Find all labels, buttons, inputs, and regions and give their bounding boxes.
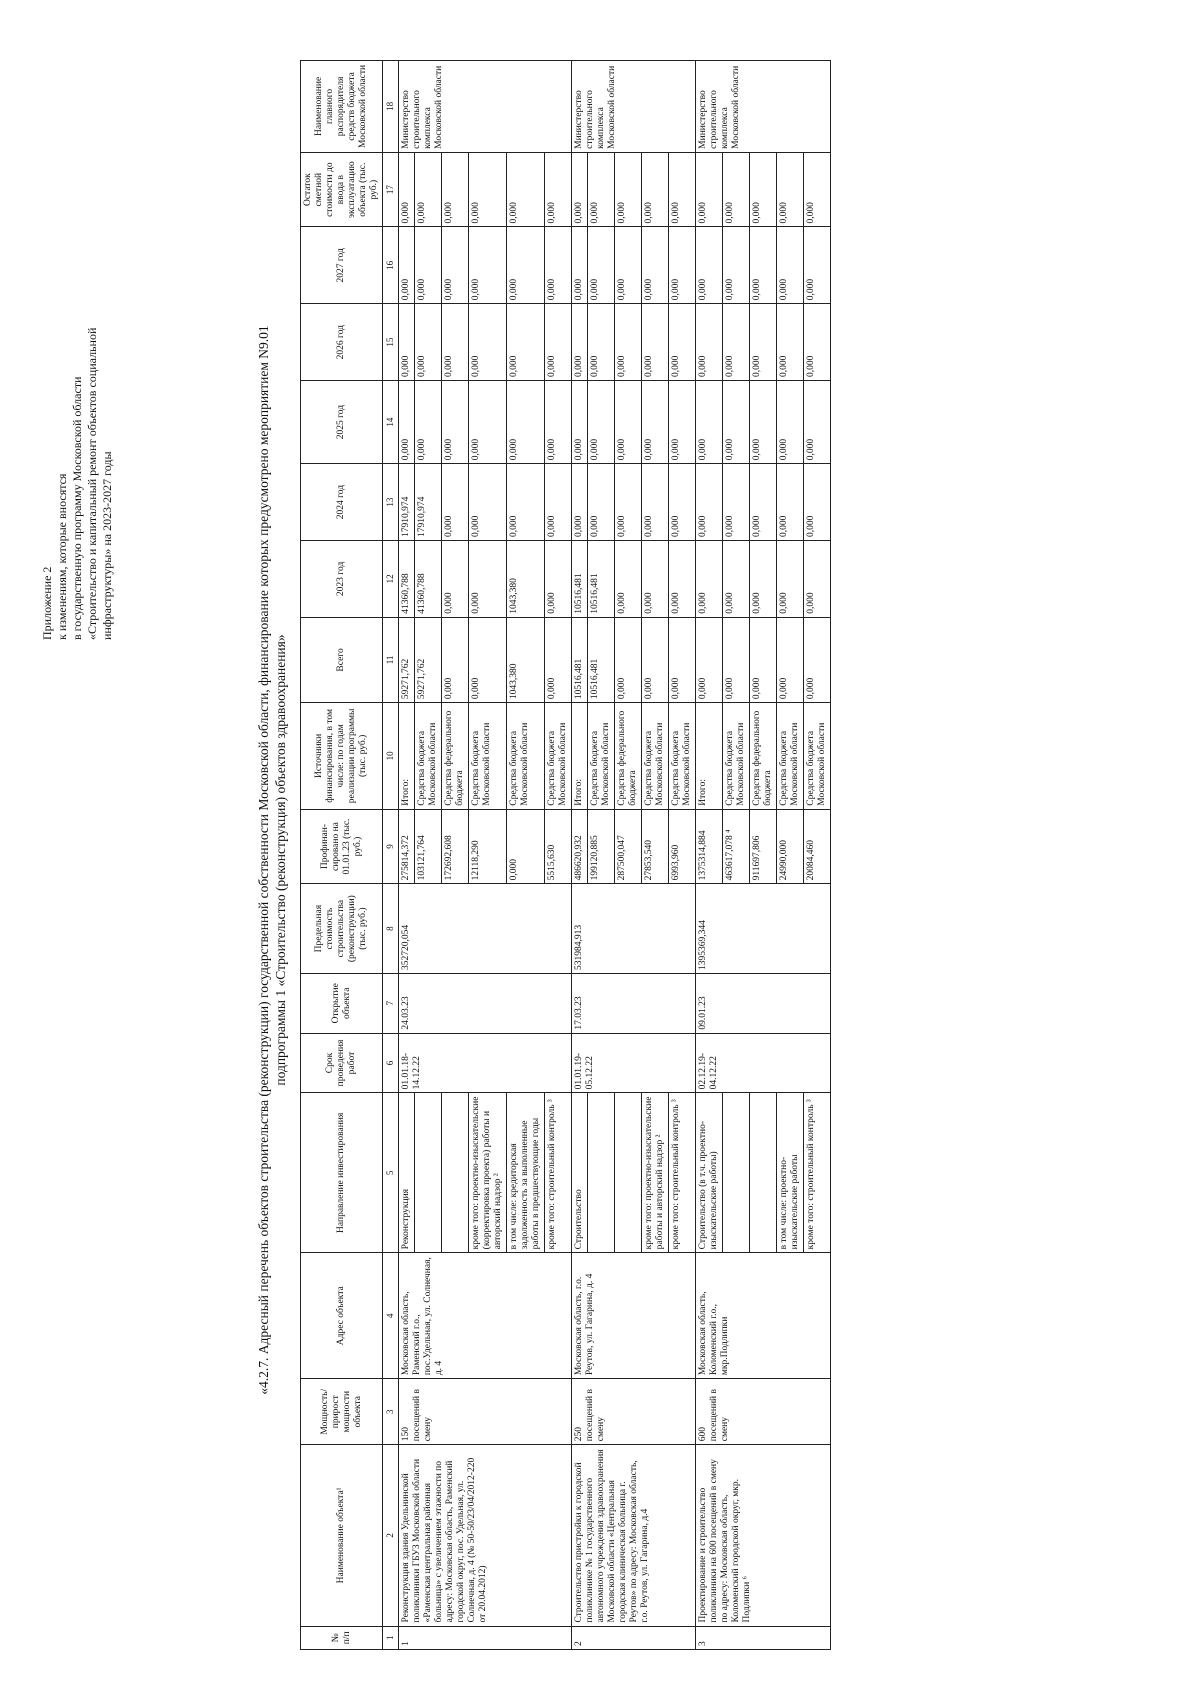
year-2025-cell: 0,000 [469,381,507,464]
total-cell: 0,000 [545,617,572,702]
year-2024-cell: 17910,974 [399,464,415,541]
funding-source-cell: Итого: [399,703,415,810]
financed-cell: 27853,540 [642,809,669,884]
total-cell: 0,000 [723,617,750,702]
year-2025-cell: 0,000 [669,381,696,464]
remaining-cost-cell: 0,000 [588,152,615,227]
object-address-cell: Московская область, Раменский г.о., пос.Удельная, ул. Солнечная, д. 4 [399,1253,572,1379]
object-name-cell: Реконструкция здания Удельнинской поликлиники ГБУЗ Московской области «Раменская центральная районная больница» с увеличением этажности по адресу: Московская область, Раменский городской округ, пос. Удельная, ул. Солнечная, д. 4 (№ 50-50/23/04/2012-220 от 20.04.2012) [399,1445,572,1626]
financed-cell: 911697,806 [750,809,777,884]
investment-direction-cell [615,1093,642,1253]
header-cell: Адрес объекта [301,1253,383,1379]
work-term-cell: 02.12.19- 04.12.22 [696,1033,831,1093]
year-2023-cell: 10516,481 [572,540,588,617]
year-2026-cell: 0,000 [507,304,545,381]
year-2024-cell: 0,000 [615,464,642,541]
year-2027-cell: 0,000 [750,227,777,304]
header-cell: Остаток сметной стоимости до ввода в эксплуатацию объекта (тыс. руб.) [301,152,383,227]
column-number: 12 [383,540,399,617]
investment-direction-cell: кроме того: проектно-изыскательские работы и авторский надзор ² [642,1093,669,1253]
year-2027-cell: 0,000 [615,227,642,304]
year-2026-cell: 0,000 [723,304,750,381]
year-2023-cell: 41360,788 [399,540,415,617]
column-number: 11 [383,617,399,702]
column-number: 5 [383,1093,399,1253]
year-2023-cell: 0,000 [804,540,831,617]
total-cell: 10516,481 [572,617,588,702]
appendix-line: Приложение 2 [40,566,54,640]
header-cell: Открытие объекта [301,973,383,1033]
year-2025-cell: 0,000 [642,381,669,464]
column-number: 16 [383,227,399,304]
funding-source-cell: Средства бюджета Московской области [588,703,615,810]
column-number-row [383,61,399,1650]
year-2025-cell: 0,000 [442,381,469,464]
object-opening-cell: 09.01.23 [696,973,831,1033]
column-number: 10 [383,703,399,810]
year-2023-cell: 0,000 [777,540,804,617]
funding-source-cell: Средства федерального бюджета [750,703,777,810]
remaining-cost-cell: 0,000 [723,152,750,227]
document-title [255,100,289,1620]
column-number: 6 [383,1033,399,1093]
year-2024-cell: 0,000 [588,464,615,541]
investment-direction-cell: Реконструкция [399,1093,415,1253]
remaining-cost-cell: 0,000 [750,152,777,227]
year-2025-cell: 0,000 [415,381,442,464]
year-2023-cell: 0,000 [696,540,723,617]
year-2024-cell: 0,000 [750,464,777,541]
year-2024-cell: 17910,974 [415,464,442,541]
year-2027-cell: 0,000 [415,227,442,304]
funding-source-cell: Средства бюджета Московской области [415,703,442,810]
remaining-cost-cell: 0,000 [442,152,469,227]
year-2024-cell: 0,000 [723,464,750,541]
header-cell: Предельная стоимость строительства (реконструкции) (тыс. руб.) [301,884,383,974]
year-2026-cell: 0,000 [804,304,831,381]
year-2027-cell: 0,000 [804,227,831,304]
remaining-cost-cell: 0,000 [415,152,442,227]
year-2026-cell: 0,000 [642,304,669,381]
year-2023-cell: 0,000 [642,540,669,617]
header-cell: Наименование объекта¹ [301,1445,383,1626]
year-2023-cell: 1043,380 [507,540,545,617]
year-2027-cell: 0,000 [669,227,696,304]
investment-direction-cell: в том числе: кредиторская задолженность за выполненные работы в предшествующие годы [507,1093,545,1253]
remaining-cost-cell: 0,000 [399,152,415,227]
funding-source-cell: Средства бюджета Московской области [669,703,696,810]
investment-direction-cell [442,1093,469,1253]
header-cell: Наименование главного распорядителя средств бюджета Московской области [301,61,383,153]
year-2023-cell: 0,000 [442,540,469,617]
year-2026-cell: 0,000 [572,304,588,381]
title-line: «4.2.7. Адресный перечень объектов строительства (реконструкции) государственной собственности Московской области, финансирование которых предусмотрено мероприятием N9.01 [256,325,271,1395]
year-2024-cell: 0,000 [545,464,572,541]
remaining-cost-cell: 0,000 [804,152,831,227]
work-term-cell: 01.01.18- 14.12.22 [399,1033,572,1093]
total-cell: 59271,762 [415,617,442,702]
remaining-cost-cell: 0,000 [469,152,507,227]
header-row [301,61,383,1650]
total-cell: 0,000 [615,617,642,702]
table-row [572,61,588,1650]
appendix-header [40,80,115,640]
year-2025-cell: 0,000 [545,381,572,464]
object-number-cell: 1 [399,1626,572,1649]
investment-direction-cell: кроме того: строительный контроль ³ [804,1093,831,1253]
object-capacity-cell: 150 посещений в смену [399,1379,572,1445]
year-2025-cell: 0,000 [804,381,831,464]
header-cell: Направление инвестирования [301,1093,383,1253]
year-2025-cell: 0,000 [615,381,642,464]
year-2023-cell: 0,000 [545,540,572,617]
column-number: 3 [383,1379,399,1445]
year-2026-cell: 0,000 [545,304,572,381]
funding-source-cell: Итого: [696,703,723,810]
ministry-cell: Министерство строительного комплекса Московской области [696,61,831,153]
object-opening-cell: 17.03.23 [572,973,696,1033]
column-number: 18 [383,61,399,153]
total-cell: 0,000 [696,617,723,702]
header-cell: Источники финансирования, в том числе: по годам реализации программы (тыс. руб.) [301,703,383,810]
funding-source-cell: Средства бюджета Московской области [804,703,831,810]
financed-cell: 20084,460 [804,809,831,884]
year-2025-cell: 0,000 [572,381,588,464]
column-number: 14 [383,381,399,464]
investment-direction-cell [723,1093,750,1253]
header-cell: Срок проведения работ [301,1033,383,1093]
header-cell: 2024 год [301,464,383,541]
year-2026-cell: 0,000 [777,304,804,381]
financed-cell: 172692,608 [442,809,469,884]
rotated-content [30,60,950,1660]
object-number-cell: 3 [696,1626,831,1649]
year-2025-cell: 0,000 [696,381,723,464]
year-2027-cell: 0,000 [399,227,415,304]
investment-direction-cell: кроме того: строительный контроль ³ [545,1093,572,1253]
investment-direction-cell: Строительство [572,1093,588,1253]
column-number: 7 [383,973,399,1033]
total-cell: 0,000 [442,617,469,702]
year-2027-cell: 0,000 [777,227,804,304]
cost-limit-cell: 1395369,344 [696,884,831,974]
year-2026-cell: 0,000 [669,304,696,381]
object-capacity-cell: 250 посещений в смену [572,1379,696,1445]
total-cell: 10516,481 [588,617,615,702]
object-address-cell: Московская область, г.о. Реутов, ул. Гагарина, д. 4 [572,1253,696,1379]
funding-source-cell: Средства бюджета Московской области [469,703,507,810]
year-2024-cell: 0,000 [696,464,723,541]
year-2024-cell: 0,000 [507,464,545,541]
investment-direction-cell [588,1093,615,1253]
financed-cell: 103121,764 [415,809,442,884]
table-row [399,61,415,1650]
investment-direction-cell [750,1093,777,1253]
column-number: 13 [383,464,399,541]
financed-cell: 275814,372 [399,809,415,884]
year-2024-cell: 0,000 [777,464,804,541]
year-2027-cell: 0,000 [588,227,615,304]
investment-direction-cell: кроме того: проектно-изыскательские (корректировка проекта) работы и авторский надзор ² [469,1093,507,1253]
funding-source-cell: Средства федерального бюджета [442,703,469,810]
year-2024-cell: 0,000 [669,464,696,541]
table-body [399,61,831,1650]
column-number: 2 [383,1445,399,1626]
funding-source-cell: Средства федерального бюджета [615,703,642,810]
year-2024-cell: 0,000 [642,464,669,541]
year-2024-cell: 0,000 [442,464,469,541]
year-2026-cell: 0,000 [399,304,415,381]
column-number: 4 [383,1253,399,1379]
object-capacity-cell: 600 посещений в смену [696,1379,831,1445]
year-2027-cell: 0,000 [723,227,750,304]
year-2024-cell: 0,000 [572,464,588,541]
year-2027-cell: 0,000 [572,227,588,304]
financed-cell: 1375314,884 [696,809,723,884]
total-cell: 59271,762 [399,617,415,702]
financed-cell: 287500,047 [615,809,642,884]
remaining-cost-cell: 0,000 [615,152,642,227]
financed-cell: 463617,078 ⁴ [723,809,750,884]
column-number: 15 [383,304,399,381]
financed-cell: 199120,885 [588,809,615,884]
year-2027-cell: 0,000 [696,227,723,304]
funding-source-cell: Средства бюджета Московской области [507,703,545,810]
header-cell: Всего [301,617,383,702]
total-cell: 0,000 [750,617,777,702]
year-2026-cell: 0,000 [750,304,777,381]
year-2026-cell: 0,000 [469,304,507,381]
investment-direction-cell: в том числе: проектно-изыскательские работы [777,1093,804,1253]
investment-direction-cell [415,1093,442,1253]
year-2027-cell: 0,000 [469,227,507,304]
remaining-cost-cell: 0,000 [669,152,696,227]
object-opening-cell: 24.03.23 [399,973,572,1033]
total-cell: 1043,380 [507,617,545,702]
funding-source-cell: Средства бюджета Московской области [545,703,572,810]
year-2025-cell: 0,000 [399,381,415,464]
year-2026-cell: 0,000 [588,304,615,381]
remaining-cost-cell: 0,000 [642,152,669,227]
column-number: 17 [383,152,399,227]
year-2023-cell: 0,000 [469,540,507,617]
remaining-cost-cell: 0,000 [545,152,572,227]
column-number: 9 [383,809,399,884]
remaining-cost-cell: 0,000 [507,152,545,227]
appendix-line: к изменениям, которые вносятся [55,473,69,640]
work-term-cell: 01.01.19- 05.12.22 [572,1033,696,1093]
year-2023-cell: 0,000 [615,540,642,617]
cost-limit-cell: 352720,054 [399,884,572,974]
object-name-cell: Строительство пристройки к городской поликлинике № 1 государственного автономного учреждения здравоохранения Московской области «Центральная городская клиническая больница г. Реутов» по адресу: Московская область, г.о. Реутов, ул. Гагарина, д.4 [572,1445,696,1626]
financed-cell: 0,000 [507,809,545,884]
appendix-line: инфраструктуры» на 2023-2027 годы [100,451,114,640]
financed-cell: 24990,000 [777,809,804,884]
investment-direction-cell: Строительство (в т.ч. проектно-изыскательские работы) [696,1093,723,1253]
object-address-cell: Московская область, Коломенский г.о., мкр.Подлипки [696,1253,831,1379]
header-cell: № п/п [301,1626,383,1649]
funding-source-cell: Средства бюджета Московской области [642,703,669,810]
year-2024-cell: 0,000 [804,464,831,541]
year-2023-cell: 41360,788 [415,540,442,617]
address-list-table [300,60,831,1650]
financed-cell: 12118,290 [469,809,507,884]
year-2023-cell: 10516,481 [588,540,615,617]
title-line: подпрограммы 1 «Строительство (реконструкция) объектов здравоохранения» [273,634,288,1086]
year-2023-cell: 0,000 [669,540,696,617]
year-2023-cell: 0,000 [723,540,750,617]
cost-limit-cell: 531984,913 [572,884,696,974]
year-2027-cell: 0,000 [442,227,469,304]
header-cell: 2026 год [301,304,383,381]
year-2025-cell: 0,000 [723,381,750,464]
year-2025-cell: 0,000 [588,381,615,464]
remaining-cost-cell: 0,000 [696,152,723,227]
financed-cell: 486620,932 [572,809,588,884]
total-cell: 0,000 [804,617,831,702]
funding-source-cell: Итого: [572,703,588,810]
year-2025-cell: 0,000 [777,381,804,464]
total-cell: 0,000 [777,617,804,702]
financed-cell: 6993,960 [669,809,696,884]
object-number-cell: 2 [572,1626,696,1649]
header-cell: 2025 год [301,381,383,464]
year-2023-cell: 0,000 [750,540,777,617]
remaining-cost-cell: 0,000 [777,152,804,227]
year-2026-cell: 0,000 [415,304,442,381]
ministry-cell: Министерство строительного комплекса Московской области [399,61,572,153]
year-2027-cell: 0,000 [545,227,572,304]
total-cell: 0,000 [469,617,507,702]
year-2026-cell: 0,000 [442,304,469,381]
remaining-cost-cell: 0,000 [572,152,588,227]
header-cell: 2023 год [301,540,383,617]
funding-source-cell: Средства бюджета Московской области [723,703,750,810]
object-name-cell: Проектирование и строительство поликлиники на 600 посещений в смену по адресу: Московская область, Коломенский городской округ, мкр. Подлипки ⁶ [696,1445,831,1626]
column-number: 1 [383,1626,399,1649]
ministry-cell: Министерство строительного комплекса Московской области [572,61,696,153]
total-cell: 0,000 [642,617,669,702]
total-cell: 0,000 [669,617,696,702]
year-2027-cell: 0,000 [642,227,669,304]
appendix-line: «Строительство и капитальный ремонт объектов социальной [85,327,99,640]
appendix-line: в государственную программу Московской области [70,376,84,640]
investment-direction-cell: кроме того: строительный контроль ³ [669,1093,696,1253]
year-2026-cell: 0,000 [696,304,723,381]
year-2027-cell: 0,000 [507,227,545,304]
table-row [696,61,723,1650]
year-2025-cell: 0,000 [750,381,777,464]
funding-source-cell: Средства бюджета Московской области [777,703,804,810]
year-2026-cell: 0,000 [615,304,642,381]
year-2024-cell: 0,000 [469,464,507,541]
header-cell: Профинан-сировано на 01.01.23 (тыс. руб.) [301,809,383,884]
header-cell: Мощность/ прирост мощности объекта [301,1379,383,1445]
header-cell: 2027 год [301,227,383,304]
financed-cell: 5515,630 [545,809,572,884]
column-number: 8 [383,884,399,974]
year-2025-cell: 0,000 [507,381,545,464]
